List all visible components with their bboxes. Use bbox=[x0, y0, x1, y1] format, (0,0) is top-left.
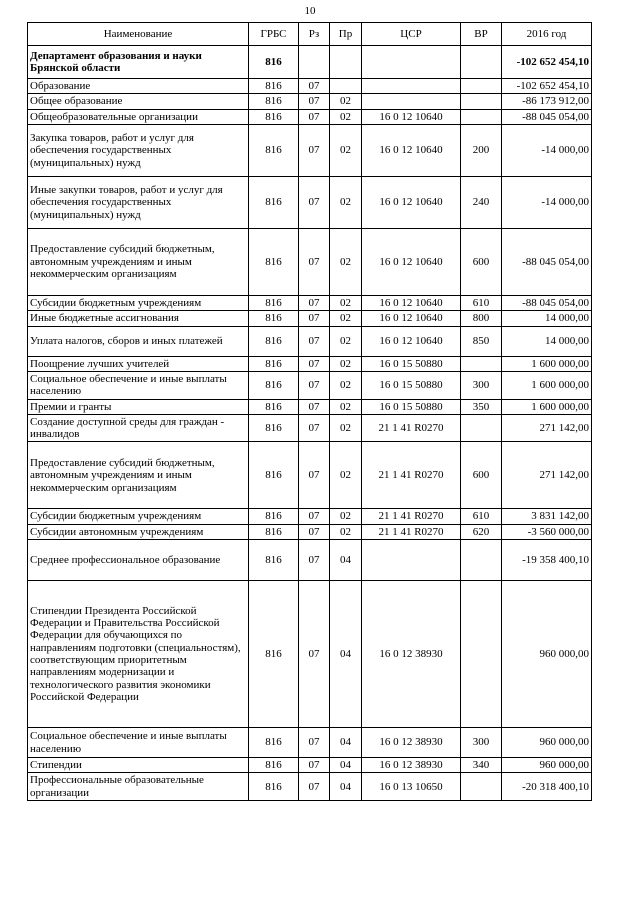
cell-grbs: 816 bbox=[249, 758, 299, 773]
cell-pr: 02 bbox=[330, 356, 362, 371]
table-row bbox=[28, 442, 592, 509]
cell-csr: 16 0 12 10640 bbox=[362, 311, 461, 326]
cell-rz: 07 bbox=[299, 399, 330, 414]
cell-grbs: 816 bbox=[249, 524, 299, 539]
cell-csr bbox=[362, 79, 461, 94]
cell-name: Субсидии бюджетным учреждениям bbox=[28, 295, 249, 310]
cell-csr: 16 0 12 38930 bbox=[362, 728, 461, 758]
cell-rz: 07 bbox=[299, 311, 330, 326]
table-row bbox=[28, 371, 592, 399]
cell-rz: 07 bbox=[299, 442, 330, 509]
cell-name: Поощрение лучших учителей bbox=[28, 356, 249, 371]
cell-name: Профессиональные образовательные организации bbox=[28, 773, 249, 801]
cell-amount: 271 142,00 bbox=[502, 414, 592, 442]
cell-vr: 850 bbox=[461, 326, 502, 356]
cell-name: Уплата налогов, сборов и иных платежей bbox=[28, 326, 249, 356]
column-header-rz: Рз bbox=[299, 23, 330, 46]
cell-name: Иные закупки товаров, работ и услуг для обеспечения государственных (муниципальных) нужд bbox=[28, 176, 249, 228]
cell-rz: 07 bbox=[299, 581, 330, 728]
cell-vr bbox=[461, 773, 502, 801]
table-body bbox=[28, 46, 592, 801]
cell-amount: -102 652 454,10 bbox=[502, 46, 592, 79]
cell-vr: 200 bbox=[461, 124, 502, 176]
cell-vr: 600 bbox=[461, 228, 502, 295]
table-row bbox=[28, 540, 592, 581]
cell-grbs: 816 bbox=[249, 728, 299, 758]
cell-name: Предоставление субсидий бюджетным, автономным учреждениям и иным некоммерческим организациям bbox=[28, 442, 249, 509]
cell-vr: 350 bbox=[461, 399, 502, 414]
cell-name: Департамент образования и науки Брянской области bbox=[28, 46, 249, 79]
column-header-amount: 2016 год bbox=[502, 23, 592, 46]
cell-name: Общеобразовательные организации bbox=[28, 109, 249, 124]
cell-grbs: 816 bbox=[249, 371, 299, 399]
cell-rz: 07 bbox=[299, 176, 330, 228]
cell-grbs: 816 bbox=[249, 581, 299, 728]
cell-vr bbox=[461, 581, 502, 728]
cell-amount: -3 560 000,00 bbox=[502, 524, 592, 539]
cell-csr: 16 0 12 38930 bbox=[362, 758, 461, 773]
column-header-grbs: ГРБС bbox=[249, 23, 299, 46]
cell-pr: 02 bbox=[330, 109, 362, 124]
cell-pr: 04 bbox=[330, 540, 362, 581]
cell-grbs: 816 bbox=[249, 228, 299, 295]
cell-pr: 02 bbox=[330, 124, 362, 176]
cell-csr bbox=[362, 540, 461, 581]
cell-grbs: 816 bbox=[249, 311, 299, 326]
cell-amount: -88 045 054,00 bbox=[502, 228, 592, 295]
cell-grbs: 816 bbox=[249, 124, 299, 176]
cell-amount: 960 000,00 bbox=[502, 758, 592, 773]
cell-rz: 07 bbox=[299, 414, 330, 442]
cell-rz: 07 bbox=[299, 295, 330, 310]
table-row bbox=[28, 46, 592, 79]
table-row bbox=[28, 176, 592, 228]
cell-grbs: 816 bbox=[249, 442, 299, 509]
cell-pr bbox=[330, 79, 362, 94]
cell-rz: 07 bbox=[299, 371, 330, 399]
cell-rz: 07 bbox=[299, 540, 330, 581]
cell-amount: -14 000,00 bbox=[502, 124, 592, 176]
cell-rz: 07 bbox=[299, 79, 330, 94]
table-row bbox=[28, 228, 592, 295]
table-row bbox=[28, 124, 592, 176]
column-header-pr: Пр bbox=[330, 23, 362, 46]
cell-vr bbox=[461, 94, 502, 109]
cell-vr: 240 bbox=[461, 176, 502, 228]
cell-amount: 1 600 000,00 bbox=[502, 356, 592, 371]
cell-name: Субсидии бюджетным учреждениям bbox=[28, 509, 249, 524]
table-row bbox=[28, 295, 592, 310]
cell-amount: -88 045 054,00 bbox=[502, 109, 592, 124]
cell-vr: 620 bbox=[461, 524, 502, 539]
cell-amount: 3 831 142,00 bbox=[502, 509, 592, 524]
cell-csr: 16 0 15 50880 bbox=[362, 371, 461, 399]
cell-amount: 960 000,00 bbox=[502, 728, 592, 758]
cell-csr: 16 0 12 10640 bbox=[362, 228, 461, 295]
cell-vr: 600 bbox=[461, 442, 502, 509]
cell-rz bbox=[299, 46, 330, 79]
cell-csr: 16 0 13 10650 bbox=[362, 773, 461, 801]
cell-vr bbox=[461, 414, 502, 442]
cell-pr: 04 bbox=[330, 758, 362, 773]
cell-rz: 07 bbox=[299, 228, 330, 295]
cell-vr bbox=[461, 540, 502, 581]
cell-name: Создание доступной среды для граждан - инвалидов bbox=[28, 414, 249, 442]
cell-grbs: 816 bbox=[249, 326, 299, 356]
cell-name: Предоставление субсидий бюджетным, автономным учреждениям и иным некоммерческим организациям bbox=[28, 228, 249, 295]
cell-amount: -20 318 400,10 bbox=[502, 773, 592, 801]
cell-pr: 02 bbox=[330, 371, 362, 399]
column-header-csr: ЦСР bbox=[362, 23, 461, 46]
cell-rz: 07 bbox=[299, 326, 330, 356]
table-row bbox=[28, 509, 592, 524]
table-row bbox=[28, 728, 592, 758]
cell-grbs: 816 bbox=[249, 356, 299, 371]
cell-amount: -86 173 912,00 bbox=[502, 94, 592, 109]
cell-vr bbox=[461, 79, 502, 94]
cell-name: Стипендии bbox=[28, 758, 249, 773]
cell-vr: 610 bbox=[461, 509, 502, 524]
cell-csr: 16 0 12 10640 bbox=[362, 109, 461, 124]
cell-rz: 07 bbox=[299, 524, 330, 539]
table-row bbox=[28, 79, 592, 94]
cell-pr: 04 bbox=[330, 773, 362, 801]
column-header-vr: ВР bbox=[461, 23, 502, 46]
cell-amount: 1 600 000,00 bbox=[502, 399, 592, 414]
cell-grbs: 816 bbox=[249, 109, 299, 124]
table-row bbox=[28, 581, 592, 728]
cell-grbs: 816 bbox=[249, 540, 299, 581]
cell-name: Социальное обеспечение и иные выплаты населению bbox=[28, 371, 249, 399]
cell-vr: 340 bbox=[461, 758, 502, 773]
cell-pr: 02 bbox=[330, 311, 362, 326]
cell-name: Премии и гранты bbox=[28, 399, 249, 414]
table-row bbox=[28, 94, 592, 109]
column-header-name: Наименование bbox=[28, 23, 249, 46]
cell-name: Иные бюджетные ассигнования bbox=[28, 311, 249, 326]
cell-rz: 07 bbox=[299, 124, 330, 176]
cell-pr: 04 bbox=[330, 728, 362, 758]
cell-pr: 02 bbox=[330, 509, 362, 524]
cell-csr: 16 0 12 10640 bbox=[362, 326, 461, 356]
cell-grbs: 816 bbox=[249, 79, 299, 94]
cell-pr: 02 bbox=[330, 176, 362, 228]
cell-name: Закупка товаров, работ и услуг для обеспечения государственных (муниципальных) нужд bbox=[28, 124, 249, 176]
cell-vr: 800 bbox=[461, 311, 502, 326]
cell-csr bbox=[362, 46, 461, 79]
table-header-row bbox=[28, 23, 592, 46]
cell-amount: 14 000,00 bbox=[502, 326, 592, 356]
cell-amount: -19 358 400,10 bbox=[502, 540, 592, 581]
cell-pr: 02 bbox=[330, 326, 362, 356]
cell-csr bbox=[362, 94, 461, 109]
cell-pr: 02 bbox=[330, 524, 362, 539]
cell-pr: 02 bbox=[330, 442, 362, 509]
cell-rz: 07 bbox=[299, 109, 330, 124]
cell-rz: 07 bbox=[299, 356, 330, 371]
cell-pr: 02 bbox=[330, 414, 362, 442]
cell-csr: 16 0 12 10640 bbox=[362, 176, 461, 228]
table-row bbox=[28, 399, 592, 414]
cell-grbs: 816 bbox=[249, 509, 299, 524]
cell-rz: 07 bbox=[299, 509, 330, 524]
cell-name: Стипендии Президента Российской Федерации и Правительства Российской Федерации для обучающихся по направлениям подготовки (специальностям), соответствующим приоритетным направлениям модернизации и технологического развития экономики Российской Федерации bbox=[28, 581, 249, 728]
cell-csr: 21 1 41 R0270 bbox=[362, 442, 461, 509]
cell-csr: 16 0 12 10640 bbox=[362, 295, 461, 310]
cell-vr: 300 bbox=[461, 371, 502, 399]
cell-name: Социальное обеспечение и иные выплаты населению bbox=[28, 728, 249, 758]
cell-amount: 271 142,00 bbox=[502, 442, 592, 509]
cell-pr: 02 bbox=[330, 399, 362, 414]
cell-csr: 16 0 15 50880 bbox=[362, 399, 461, 414]
cell-csr: 21 1 41 R0270 bbox=[362, 524, 461, 539]
table-row bbox=[28, 356, 592, 371]
cell-pr: 02 bbox=[330, 295, 362, 310]
cell-vr: 610 bbox=[461, 295, 502, 310]
budget-table bbox=[27, 22, 592, 801]
cell-pr: 02 bbox=[330, 94, 362, 109]
cell-csr: 21 1 41 R0270 bbox=[362, 414, 461, 442]
cell-name: Среднее профессиональное образование bbox=[28, 540, 249, 581]
cell-grbs: 816 bbox=[249, 176, 299, 228]
table-row bbox=[28, 414, 592, 442]
cell-rz: 07 bbox=[299, 758, 330, 773]
cell-amount: 1 600 000,00 bbox=[502, 371, 592, 399]
cell-name: Общее образование bbox=[28, 94, 249, 109]
cell-pr: 02 bbox=[330, 228, 362, 295]
cell-grbs: 816 bbox=[249, 399, 299, 414]
table-row bbox=[28, 326, 592, 356]
cell-grbs: 816 bbox=[249, 94, 299, 109]
cell-csr: 16 0 12 38930 bbox=[362, 581, 461, 728]
cell-grbs: 816 bbox=[249, 46, 299, 79]
table-row bbox=[28, 524, 592, 539]
cell-csr: 16 0 12 10640 bbox=[362, 124, 461, 176]
cell-rz: 07 bbox=[299, 94, 330, 109]
cell-pr: 04 bbox=[330, 581, 362, 728]
cell-amount: -88 045 054,00 bbox=[502, 295, 592, 310]
table-row bbox=[28, 758, 592, 773]
cell-pr bbox=[330, 46, 362, 79]
cell-amount: -102 652 454,10 bbox=[502, 79, 592, 94]
cell-vr bbox=[461, 46, 502, 79]
cell-rz: 07 bbox=[299, 773, 330, 801]
cell-csr: 16 0 15 50880 bbox=[362, 356, 461, 371]
cell-amount: 14 000,00 bbox=[502, 311, 592, 326]
table-row bbox=[28, 109, 592, 124]
cell-vr: 300 bbox=[461, 728, 502, 758]
cell-name: Образование bbox=[28, 79, 249, 94]
cell-vr bbox=[461, 356, 502, 371]
table-row bbox=[28, 773, 592, 801]
table-row bbox=[28, 311, 592, 326]
page-number: 10 bbox=[304, 5, 316, 17]
cell-rz: 07 bbox=[299, 728, 330, 758]
cell-name: Субсидии автономным учреждениям bbox=[28, 524, 249, 539]
cell-amount: -14 000,00 bbox=[502, 176, 592, 228]
cell-grbs: 816 bbox=[249, 773, 299, 801]
cell-grbs: 816 bbox=[249, 295, 299, 310]
cell-vr bbox=[461, 109, 502, 124]
cell-grbs: 816 bbox=[249, 414, 299, 442]
cell-amount: 960 000,00 bbox=[502, 581, 592, 728]
cell-csr: 21 1 41 R0270 bbox=[362, 509, 461, 524]
